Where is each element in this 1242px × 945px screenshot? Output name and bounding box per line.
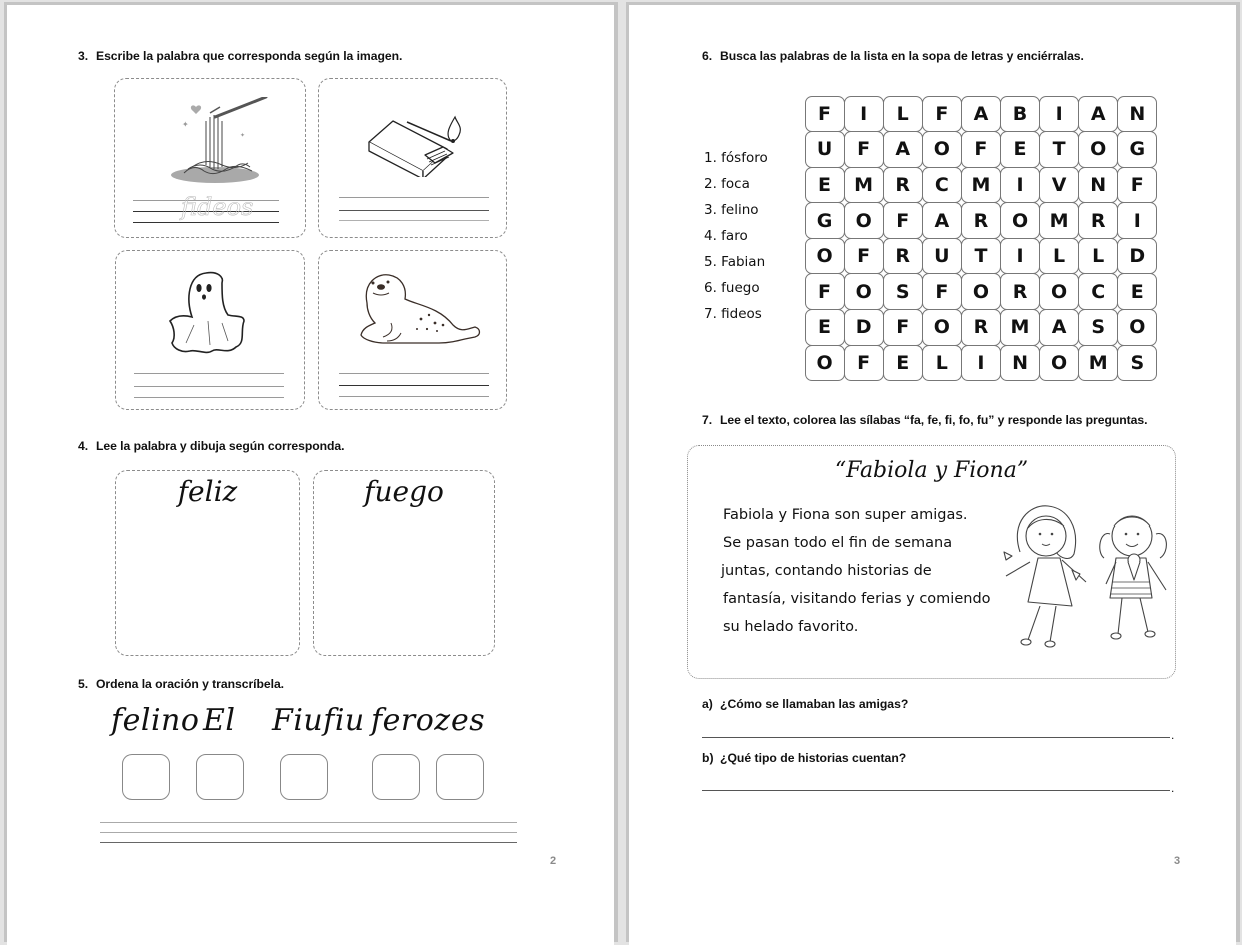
image-card-fosforo [318,78,507,238]
grid-cell[interactable]: U [805,131,845,168]
grid-cell[interactable]: T [961,238,1001,275]
draw-box-fuego[interactable] [313,470,495,656]
page-number: 2 [550,855,557,867]
spaghetti-fork-icon [170,97,270,187]
grid-cell[interactable]: A [961,96,1001,133]
grid-cell[interactable]: G [1117,131,1157,168]
grid-cell[interactable]: I [1039,96,1079,133]
grid-cell[interactable]: S [883,273,923,310]
question-5-title [78,677,284,691]
grid-cell[interactable]: N [1000,345,1040,382]
grid-cell[interactable]: E [1000,131,1040,168]
order-box[interactable] [372,754,420,800]
story-line: Fabiola y Fiona son super amigas. [723,507,968,523]
grid-cell[interactable]: A [1078,96,1118,133]
answer-terminator: . [1171,728,1175,742]
order-box[interactable] [280,754,328,800]
grid-cell[interactable]: V [1039,167,1079,204]
story-text [723,501,991,641]
question-label: b) [702,751,714,765]
grid-cell[interactable]: D [844,309,884,346]
writing-line [134,397,284,398]
grid-cell[interactable]: S [1117,345,1157,382]
grid-cell[interactable]: I [844,96,884,133]
transcription-line[interactable] [100,822,517,823]
question-4-title [78,439,345,453]
answer-terminator: . [1171,781,1175,795]
image-card-foca [318,250,507,410]
answer-line-a[interactable] [702,737,1170,738]
draw-word: feliz [177,475,238,508]
story-line: Se pasan todo el fin de semana [723,535,953,551]
word-list-item: 7. fideos [704,306,762,322]
answer-line-b[interactable] [702,790,1170,791]
grid-cell[interactable]: E [1117,273,1157,310]
question-label: a) [702,697,713,711]
grid-cell[interactable]: R [1000,273,1040,310]
draw-box-feliz[interactable] [115,470,300,656]
grid-cell[interactable]: O [922,131,962,168]
grid-cell[interactable]: O [961,273,1001,310]
grid-cell[interactable]: M [844,167,884,204]
question-text: Escribe la palabra que corresponda según la imagen. [96,49,403,63]
story-line: su helado favorito. [723,619,859,635]
grid-cell[interactable]: R [883,238,923,275]
grid-cell[interactable]: N [1117,96,1157,133]
writing-line [339,396,489,397]
grid-cell[interactable]: A [1039,309,1079,346]
word-list [704,145,768,327]
grid-cell[interactable]: O [844,202,884,239]
writing-line [339,373,489,374]
grid-cell[interactable]: F [922,96,962,133]
question-number: 3. [78,49,89,63]
order-box[interactable] [122,754,170,800]
ghost-icon [166,269,252,355]
grid-cell[interactable]: F [844,131,884,168]
grid-cell[interactable]: M [1039,202,1079,239]
writing-line [339,197,489,198]
draw-word: fuego [364,475,444,508]
story-box [687,445,1176,679]
word-list-item: 4. faro [704,228,748,244]
grid-cell[interactable]: F [805,96,845,133]
question-text: Lee el texto, colorea las sílabas “fa, fe, fi, fo, fu” y responde las preguntas. [720,413,1148,427]
worksheet-page-3 [629,5,1236,945]
grid-cell[interactable]: N [1078,167,1118,204]
scrambled-word: Fiufiu [272,703,365,738]
traced-word: fideos [181,193,254,221]
grid-cell[interactable]: E [805,309,845,346]
grid-cell[interactable]: C [922,167,962,204]
grid-cell[interactable]: F [883,202,923,239]
writing-line [339,210,489,211]
grid-cell[interactable]: O [844,273,884,310]
matchbox-icon [367,107,467,177]
seal-icon [357,273,483,349]
grid-cell[interactable]: O [1078,131,1118,168]
question-number: 6. [702,49,713,63]
question-number: 4. [78,439,89,453]
story-title: “Fabiola y Fiona” [834,458,1029,483]
page-number: 3 [1174,855,1181,867]
grid-cell[interactable]: O [1000,202,1040,239]
question-3-title [78,49,402,63]
grid-cell[interactable]: L [1039,238,1079,275]
grid-cell[interactable]: F [844,345,884,382]
image-card-fantasma [115,250,305,410]
order-box[interactable] [436,754,484,800]
grid-cell[interactable]: O [805,345,845,382]
two-girls-icon [1000,502,1170,648]
scrambled-word: El [203,703,236,738]
word-list-item: 2. foca [704,176,750,192]
svg-text:✦: ✦ [240,133,246,139]
grid-cell[interactable]: I [1000,167,1040,204]
word-search-grid [805,96,1157,381]
scrambled-word: es [451,703,486,738]
comprehension-question-a [702,697,908,711]
grid-cell[interactable]: F [922,273,962,310]
grid-cell[interactable]: D [1117,238,1157,275]
grid-cell[interactable]: R [961,202,1001,239]
grid-cell[interactable]: U [922,238,962,275]
question-7-title [702,413,1147,427]
grid-cell[interactable]: E [805,167,845,204]
scrambled-word: felino [111,703,200,738]
worksheet-page-2 [7,5,614,945]
grid-cell[interactable]: F [1117,167,1157,204]
grid-cell[interactable]: I [1117,202,1157,239]
page-border [626,2,1240,5]
grid-cell[interactable]: I [961,345,1001,382]
grid-cell[interactable]: M [1078,345,1118,382]
grid-cell[interactable]: B [1000,96,1040,133]
grid-cell[interactable]: F [805,273,845,310]
page-border [4,2,618,5]
grid-cell[interactable]: O [805,238,845,275]
writing-line [133,222,279,223]
question-text: Ordena la oración y transcríbela. [96,677,285,691]
word-list-item: 3. felino [704,202,759,218]
grid-cell[interactable]: F [961,131,1001,168]
grid-cell[interactable]: I [1000,238,1040,275]
grid-cell[interactable]: O [1117,309,1157,346]
grid-cell[interactable]: F [883,309,923,346]
grid-cell[interactable]: E [883,345,923,382]
story-line: juntas, contando historias de [721,563,932,579]
grid-cell[interactable]: L [883,96,923,133]
question-text: Busca las palabras de la lista en la sopa de letras y enciérralas. [720,49,1084,63]
grid-cell[interactable]: C [1078,273,1118,310]
question-text: Lee la palabra y dibuja según corresponda. [96,439,345,453]
grid-cell[interactable]: R [961,309,1001,346]
grid-cell[interactable]: T [1039,131,1079,168]
transcription-line[interactable] [100,842,517,843]
grid-cell[interactable]: L [1078,238,1118,275]
comprehension-question-b [702,751,906,765]
order-box[interactable] [196,754,244,800]
word-list-item: 1. fósforo [704,150,768,166]
image-card-fideos [114,78,306,238]
svg-text:✦: ✦ [182,120,189,129]
grid-cell[interactable]: O [1039,345,1079,382]
word-list-item: 6. fuego [704,280,760,296]
writing-line [339,385,489,386]
grid-cell[interactable]: S [1078,309,1118,346]
writing-line [134,373,284,374]
story-line: fantasía, visitando ferias y comiendo [723,591,991,607]
transcription-line[interactable] [100,832,517,833]
grid-cell[interactable]: F [844,238,884,275]
question-number: 7. [702,413,713,427]
question-text: ¿Cómo se llamaban las amigas? [720,697,909,711]
grid-cell[interactable]: O [1039,273,1079,310]
grid-cell[interactable]: M [1000,309,1040,346]
writing-line [339,220,489,221]
grid-cell[interactable]: G [805,202,845,239]
grid-cell[interactable]: O [922,309,962,346]
grid-cell[interactable]: R [1078,202,1118,239]
word-list-item: 5. Fabian [704,254,766,270]
question-text: ¿Qué tipo de historias cuentan? [720,751,907,765]
grid-cell[interactable]: A [922,202,962,239]
grid-cell[interactable]: M [961,167,1001,204]
writing-line [134,386,284,387]
question-number: 5. [78,677,89,691]
grid-cell[interactable]: R [883,167,923,204]
grid-cell[interactable]: A [883,131,923,168]
question-6-title [702,49,1084,63]
grid-cell[interactable]: L [922,345,962,382]
scrambled-word: feroz [371,703,451,738]
